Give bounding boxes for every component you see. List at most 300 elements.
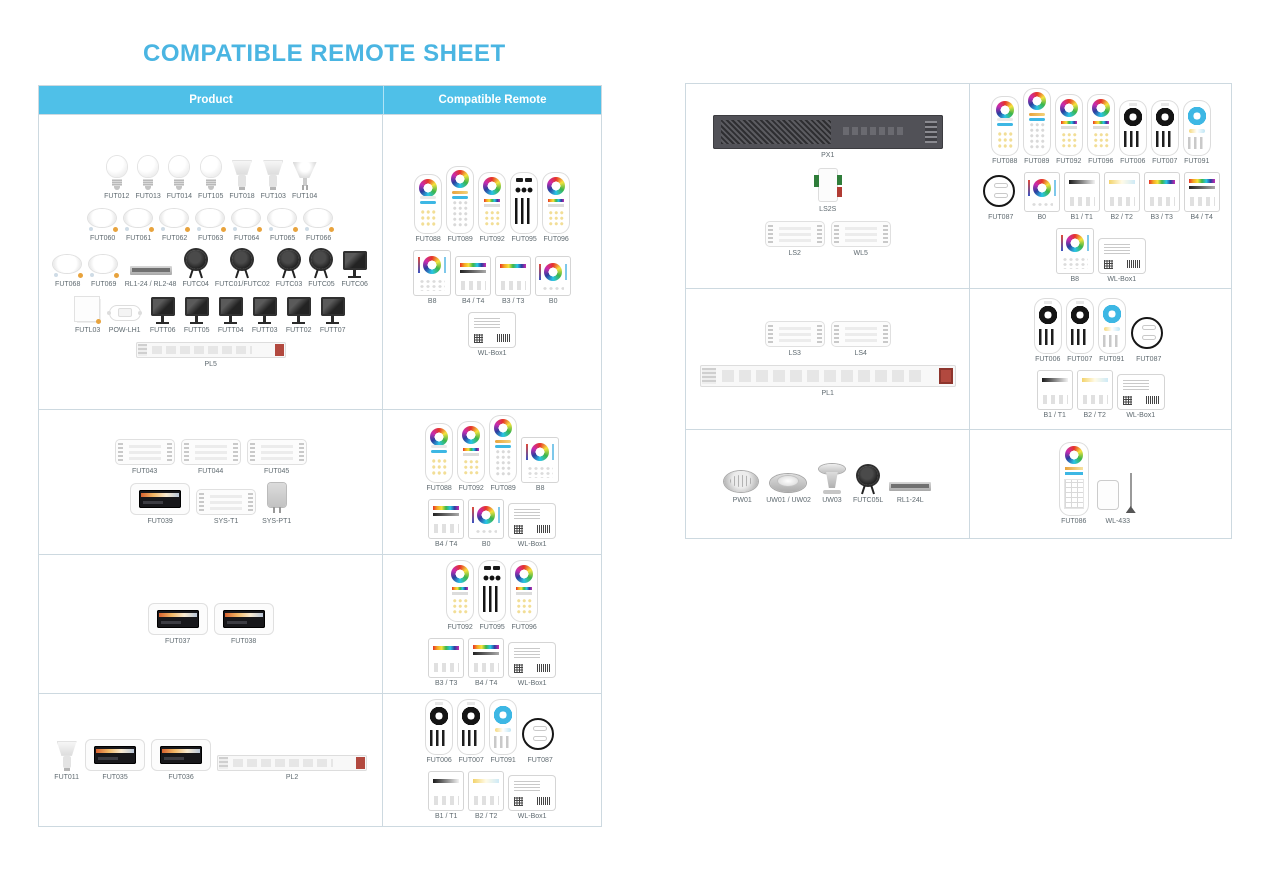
item-label: FUT092 bbox=[479, 236, 505, 243]
wallpanel-b2-icon bbox=[1105, 173, 1139, 211]
product-item bbox=[251, 296, 279, 334]
wlbox-icon bbox=[469, 313, 515, 347]
item-line bbox=[387, 700, 597, 764]
flood-icon bbox=[341, 250, 369, 278]
item-label: FUTC06 bbox=[341, 281, 368, 288]
remote-item bbox=[1131, 317, 1167, 363]
remote-item bbox=[469, 313, 515, 357]
remote-item bbox=[1094, 473, 1142, 525]
item-label: FUT060 bbox=[90, 235, 116, 242]
product-column-header: Product bbox=[39, 86, 384, 114]
item-label: FUTT03 bbox=[251, 327, 278, 334]
item-line bbox=[690, 167, 965, 213]
controller-icon bbox=[765, 221, 825, 247]
item-label: FUT091 bbox=[1099, 356, 1125, 363]
item-label: FUTC05 bbox=[308, 281, 335, 288]
controller-icon bbox=[115, 439, 175, 465]
item-label: PL5 bbox=[204, 361, 217, 368]
remote-item bbox=[1120, 101, 1146, 165]
remote-item bbox=[447, 561, 473, 631]
item-label: WL-Box1 bbox=[517, 680, 547, 687]
item-label: PL1 bbox=[821, 390, 834, 397]
remote-item bbox=[479, 173, 505, 243]
remote-item bbox=[983, 175, 1019, 221]
item-line bbox=[43, 156, 378, 200]
wallpanel-b4-icon bbox=[1185, 173, 1219, 211]
item-line bbox=[690, 115, 965, 159]
controller-icon bbox=[247, 439, 307, 465]
garden-icon bbox=[229, 250, 255, 278]
controller-icon bbox=[196, 489, 256, 515]
pool-cup-icon bbox=[817, 464, 847, 494]
item-label: WL-Box1 bbox=[517, 813, 547, 820]
controller-icon bbox=[765, 321, 825, 347]
product-item bbox=[817, 464, 847, 504]
remote-item bbox=[509, 504, 555, 548]
garden-icon bbox=[183, 250, 209, 278]
item-line bbox=[974, 299, 1227, 363]
remote-black-icon bbox=[1120, 101, 1146, 155]
remote-keys-icon bbox=[511, 173, 537, 233]
wlbox-icon bbox=[509, 776, 555, 810]
item-label: FUT088 bbox=[992, 158, 1018, 165]
item-label: B3 / T3 bbox=[434, 680, 458, 687]
compatible-remote-cell bbox=[383, 694, 601, 826]
item-line bbox=[387, 561, 597, 631]
table-row bbox=[39, 554, 601, 693]
driver-black-icon bbox=[713, 115, 943, 149]
item-label: FUT062 bbox=[162, 235, 188, 242]
remote-color-icon bbox=[426, 424, 452, 482]
remote-8zone-icon bbox=[447, 167, 473, 233]
remote-black-icon bbox=[426, 700, 452, 754]
item-line bbox=[387, 313, 597, 357]
product-item bbox=[831, 221, 891, 257]
spot-icon bbox=[262, 160, 284, 190]
remote-touch-icon bbox=[1088, 95, 1114, 155]
remote-item bbox=[469, 772, 503, 820]
item-line bbox=[387, 500, 597, 548]
item-line bbox=[43, 296, 378, 334]
item-line bbox=[690, 464, 965, 504]
bulb-icon bbox=[106, 156, 128, 190]
remote-item bbox=[426, 424, 452, 492]
product-item bbox=[292, 162, 317, 200]
product-item bbox=[341, 250, 369, 288]
table-row bbox=[39, 114, 601, 409]
product-cell bbox=[686, 430, 970, 538]
item-label: B4 / T4 bbox=[461, 298, 485, 305]
item-label: B3 / T3 bbox=[501, 298, 525, 305]
item-label: FUT092 bbox=[447, 624, 473, 631]
remote-item bbox=[1088, 95, 1114, 165]
product-item bbox=[215, 250, 270, 288]
remote-item bbox=[479, 561, 505, 631]
remote-item bbox=[490, 416, 516, 492]
left-table-header bbox=[39, 86, 601, 114]
wallpanel-b0-icon bbox=[469, 500, 503, 538]
item-label: LS4 bbox=[854, 350, 867, 357]
product-item bbox=[149, 296, 177, 334]
product-item bbox=[130, 483, 190, 525]
item-line bbox=[43, 250, 378, 288]
controller-screen-icon bbox=[148, 603, 208, 635]
table-row bbox=[686, 429, 1231, 538]
product-item bbox=[115, 439, 175, 475]
wallpanel-b4-icon bbox=[456, 257, 490, 295]
wallpanel-b3-icon bbox=[496, 257, 530, 295]
remote-item bbox=[1105, 173, 1139, 221]
item-line bbox=[387, 772, 597, 820]
wallwasher-icon bbox=[130, 264, 172, 278]
item-label: FUT037 bbox=[165, 638, 191, 645]
remote-item bbox=[1184, 101, 1210, 165]
remote-item bbox=[511, 173, 537, 243]
item-line bbox=[387, 639, 597, 687]
remote-touch-icon bbox=[543, 173, 569, 233]
remote-item bbox=[490, 700, 516, 764]
product-item bbox=[75, 296, 101, 334]
product-item bbox=[135, 156, 160, 200]
product-item bbox=[831, 321, 891, 357]
item-label: FUTL03 bbox=[75, 327, 101, 334]
product-item bbox=[160, 208, 190, 242]
table-row bbox=[686, 84, 1231, 288]
item-line bbox=[43, 483, 378, 525]
product-item bbox=[229, 160, 254, 200]
item-line bbox=[387, 167, 597, 243]
remote-item bbox=[1038, 371, 1072, 419]
item-label: FUT036 bbox=[168, 774, 194, 781]
item-label: FUT088 bbox=[415, 236, 441, 243]
item-label: FUT095 bbox=[511, 236, 537, 243]
controller-icon bbox=[181, 439, 241, 465]
pool-ring-icon bbox=[770, 472, 808, 494]
downlight-icon bbox=[89, 254, 119, 278]
remote-keys-icon bbox=[479, 561, 505, 621]
remote-item bbox=[522, 438, 558, 492]
product-item bbox=[261, 160, 286, 200]
item-label: FUT103 bbox=[260, 193, 286, 200]
item-label: FUT039 bbox=[147, 518, 173, 525]
item-label: FUTC04 bbox=[182, 281, 209, 288]
driver-icon bbox=[217, 755, 367, 771]
product-item bbox=[268, 208, 298, 242]
remote-item bbox=[522, 718, 558, 764]
item-label: FUTT05 bbox=[183, 327, 210, 334]
product-item bbox=[151, 739, 211, 781]
remote-item bbox=[1145, 173, 1179, 221]
wallwasher-icon bbox=[889, 480, 931, 494]
item-label: RL1-24L bbox=[896, 497, 924, 504]
item-label: FUT044 bbox=[198, 468, 224, 475]
product-item bbox=[814, 167, 842, 213]
product-item bbox=[182, 250, 208, 288]
remote-item bbox=[458, 700, 484, 764]
remote-black-icon bbox=[458, 700, 484, 754]
wallpanel-b1-icon bbox=[1065, 173, 1099, 211]
wallpanel-b8-icon bbox=[1057, 229, 1093, 273]
item-label: B0 bbox=[481, 541, 491, 548]
item-label: PL2 bbox=[285, 774, 299, 781]
item-label: FUT089 bbox=[1024, 158, 1050, 165]
remote-round-icon bbox=[522, 718, 558, 754]
remote-touch-icon bbox=[458, 422, 484, 482]
product-item bbox=[700, 365, 956, 397]
product-item bbox=[765, 221, 825, 257]
wlbox-icon bbox=[509, 504, 555, 538]
item-label: FUT006 bbox=[426, 757, 452, 764]
compatible-remote-cell bbox=[970, 84, 1231, 288]
item-label: FUT089 bbox=[490, 485, 516, 492]
product-item bbox=[196, 489, 256, 525]
item-label: B3 / T3 bbox=[1150, 214, 1173, 221]
left-table bbox=[38, 85, 602, 827]
item-label: FUTT06 bbox=[149, 327, 176, 334]
remote-item bbox=[414, 251, 450, 305]
remote-item bbox=[1065, 173, 1099, 221]
product-item bbox=[167, 156, 192, 200]
remote-item bbox=[543, 173, 569, 243]
item-label: FUT038 bbox=[231, 638, 257, 645]
item-label: B1 / T1 bbox=[1070, 214, 1093, 221]
wlbox-icon bbox=[509, 643, 555, 677]
item-label: FUT065 bbox=[270, 235, 296, 242]
wallpanel-b3-icon bbox=[1145, 173, 1179, 211]
item-label: B4 / T4 bbox=[1190, 214, 1213, 221]
remote-item bbox=[429, 639, 463, 687]
remote-item bbox=[511, 561, 537, 631]
remote-item bbox=[429, 772, 463, 820]
item-label: PX1 bbox=[821, 152, 835, 159]
wallpanel-b2-icon bbox=[469, 772, 503, 810]
controller-screen-icon bbox=[214, 603, 274, 635]
bulb-icon bbox=[168, 156, 190, 190]
product-item bbox=[724, 470, 760, 504]
item-line bbox=[974, 443, 1227, 525]
item-line bbox=[690, 365, 965, 397]
item-label: FUT006 bbox=[1120, 158, 1146, 165]
item-line bbox=[43, 603, 378, 645]
item-label: FUT014 bbox=[166, 193, 193, 200]
product-item bbox=[285, 296, 313, 334]
remote-item bbox=[1118, 375, 1164, 419]
product-item bbox=[89, 254, 119, 288]
item-label: FUT087 bbox=[527, 757, 553, 764]
item-label: UW03 bbox=[822, 497, 842, 504]
bulb-icon bbox=[200, 156, 222, 190]
item-label: FUT092 bbox=[458, 485, 484, 492]
product-item bbox=[181, 439, 241, 475]
item-label: FUT043 bbox=[132, 468, 158, 475]
item-label: FUT096 bbox=[511, 624, 537, 631]
item-label: FUT013 bbox=[135, 193, 161, 200]
bulb-icon bbox=[137, 156, 159, 190]
wallpanel-b4-icon bbox=[429, 500, 463, 538]
wallpanel-b1-icon bbox=[1038, 371, 1072, 409]
item-label: FUTC01/FUTC02 bbox=[214, 281, 270, 288]
item-label: LS3 bbox=[788, 350, 801, 357]
remote-item bbox=[458, 422, 484, 492]
product-item bbox=[276, 250, 302, 288]
remote-item bbox=[429, 500, 463, 548]
product-item bbox=[319, 296, 347, 334]
controller-screen-icon bbox=[85, 739, 145, 771]
item-label: FUT007 bbox=[458, 757, 484, 764]
item-label: B4 / T4 bbox=[434, 541, 458, 548]
product-item bbox=[217, 296, 245, 334]
flood-icon bbox=[251, 296, 279, 324]
item-label: SYS-T1 bbox=[213, 518, 239, 525]
item-line bbox=[43, 439, 378, 475]
downlight-icon bbox=[160, 208, 190, 232]
product-item bbox=[304, 208, 334, 242]
compatible-remote-cell bbox=[970, 289, 1231, 429]
item-label: B0 bbox=[1037, 214, 1047, 221]
remote-item bbox=[469, 639, 503, 687]
wl433-icon bbox=[1094, 473, 1142, 515]
remote-cct-icon bbox=[1184, 101, 1210, 155]
spot-icon bbox=[56, 741, 78, 771]
item-label: B2 / T2 bbox=[1110, 214, 1133, 221]
remote-round-icon bbox=[983, 175, 1019, 211]
driver-long-icon bbox=[700, 365, 956, 387]
item-label: RL1-24 / RL2-48 bbox=[124, 281, 177, 288]
remote-item bbox=[1057, 229, 1093, 283]
item-line bbox=[43, 208, 378, 242]
remote-item bbox=[1060, 443, 1088, 525]
item-label: LS2 bbox=[788, 250, 801, 257]
remote-item bbox=[509, 776, 555, 820]
remote-item bbox=[496, 257, 530, 305]
remote-round-icon bbox=[1131, 317, 1167, 353]
item-label: FUT088 bbox=[426, 485, 452, 492]
item-label: FUTT02 bbox=[285, 327, 312, 334]
product-item bbox=[183, 296, 211, 334]
product-cell bbox=[686, 289, 970, 429]
product-item bbox=[107, 302, 143, 334]
product-item bbox=[148, 603, 208, 645]
remote-black-icon bbox=[1035, 299, 1061, 353]
item-line bbox=[690, 221, 965, 257]
remote-item bbox=[447, 167, 473, 243]
item-label: FUT069 bbox=[91, 281, 117, 288]
item-line bbox=[387, 416, 597, 492]
item-label: B2 / T2 bbox=[1083, 412, 1106, 419]
item-label: WL-Box1 bbox=[1126, 412, 1156, 419]
product-item bbox=[262, 483, 291, 525]
item-label: SYS-PT1 bbox=[262, 518, 292, 525]
adapter-icon bbox=[266, 483, 288, 515]
remote-item bbox=[456, 257, 490, 305]
wallpanel-b1-icon bbox=[429, 772, 463, 810]
remote-black-icon bbox=[1152, 101, 1178, 155]
item-line bbox=[387, 251, 597, 305]
remote-cct-icon bbox=[1099, 299, 1125, 353]
product-item bbox=[54, 741, 79, 781]
product-item bbox=[889, 480, 931, 504]
item-label: FUT063 bbox=[198, 235, 224, 242]
item-label: B8 bbox=[535, 485, 545, 492]
item-label: B2 / T2 bbox=[474, 813, 498, 820]
downlight-icon bbox=[196, 208, 226, 232]
remote-touch-icon bbox=[447, 561, 473, 621]
product-cell bbox=[39, 410, 383, 554]
item-label: FUT087 bbox=[1136, 356, 1162, 363]
product-item bbox=[217, 755, 367, 781]
wlbox-icon bbox=[1118, 375, 1164, 409]
item-label: FUT007 bbox=[1152, 158, 1178, 165]
flood-icon bbox=[285, 296, 313, 324]
remote-item bbox=[1035, 299, 1061, 363]
item-label: B1 / T1 bbox=[1043, 412, 1066, 419]
remote-item bbox=[1099, 239, 1145, 283]
item-label: FUT011 bbox=[54, 774, 80, 781]
item-line bbox=[43, 739, 378, 781]
remote-touch-icon bbox=[511, 561, 537, 621]
product-item bbox=[247, 439, 307, 475]
remote-full-icon bbox=[1060, 443, 1088, 515]
controller-screen-icon bbox=[151, 739, 211, 771]
item-label: FUT091 bbox=[1184, 158, 1210, 165]
wallpanel-b8-icon bbox=[414, 251, 450, 295]
remote-item bbox=[1099, 299, 1125, 363]
item-label: FUT035 bbox=[102, 774, 128, 781]
item-line bbox=[974, 229, 1227, 283]
page-title: COMPATIBLE REMOTE SHEET bbox=[143, 40, 506, 67]
panel-icon bbox=[75, 296, 101, 324]
right-table bbox=[685, 83, 1232, 539]
item-label: FUTT04 bbox=[217, 327, 244, 334]
item-label: FUT089 bbox=[447, 236, 473, 243]
item-label: WL-Box1 bbox=[477, 350, 507, 357]
product-cell bbox=[686, 84, 970, 288]
remote-item bbox=[1152, 101, 1178, 165]
remote-black-icon bbox=[1067, 299, 1093, 353]
product-item bbox=[232, 208, 262, 242]
flood-icon bbox=[149, 296, 177, 324]
item-label: FUT104 bbox=[291, 193, 318, 200]
wallpanel-b3-icon bbox=[429, 639, 463, 677]
item-label: FUT086 bbox=[1061, 518, 1087, 525]
garden-icon bbox=[308, 250, 334, 278]
compatible-remote-column-header: Compatible Remote bbox=[438, 94, 547, 106]
item-label: UW01 / UW02 bbox=[766, 497, 811, 504]
remote-item bbox=[469, 500, 503, 548]
product-item bbox=[124, 208, 154, 242]
item-label: WL-Box1 bbox=[517, 541, 547, 548]
table-row bbox=[686, 288, 1231, 429]
cable-icon bbox=[107, 302, 143, 324]
item-label: FUT095 bbox=[479, 624, 505, 631]
compatible-remote-cell bbox=[970, 430, 1231, 538]
item-label: FUT018 bbox=[229, 193, 255, 200]
dinrail-icon bbox=[814, 167, 842, 203]
item-label: FUTC03 bbox=[275, 281, 303, 288]
product-item bbox=[125, 264, 177, 288]
item-label: WL5 bbox=[853, 250, 868, 257]
item-label: FUT066 bbox=[306, 235, 332, 242]
item-label: B0 bbox=[548, 298, 558, 305]
downlight-icon bbox=[304, 208, 334, 232]
item-label: WL-Box1 bbox=[1107, 276, 1137, 283]
item-label: FUT012 bbox=[104, 193, 130, 200]
item-label: FUT061 bbox=[126, 235, 152, 242]
table-row bbox=[39, 693, 601, 826]
left-table-rows bbox=[39, 114, 601, 826]
item-label: FUT068 bbox=[55, 281, 81, 288]
remote-color-icon bbox=[992, 97, 1018, 155]
